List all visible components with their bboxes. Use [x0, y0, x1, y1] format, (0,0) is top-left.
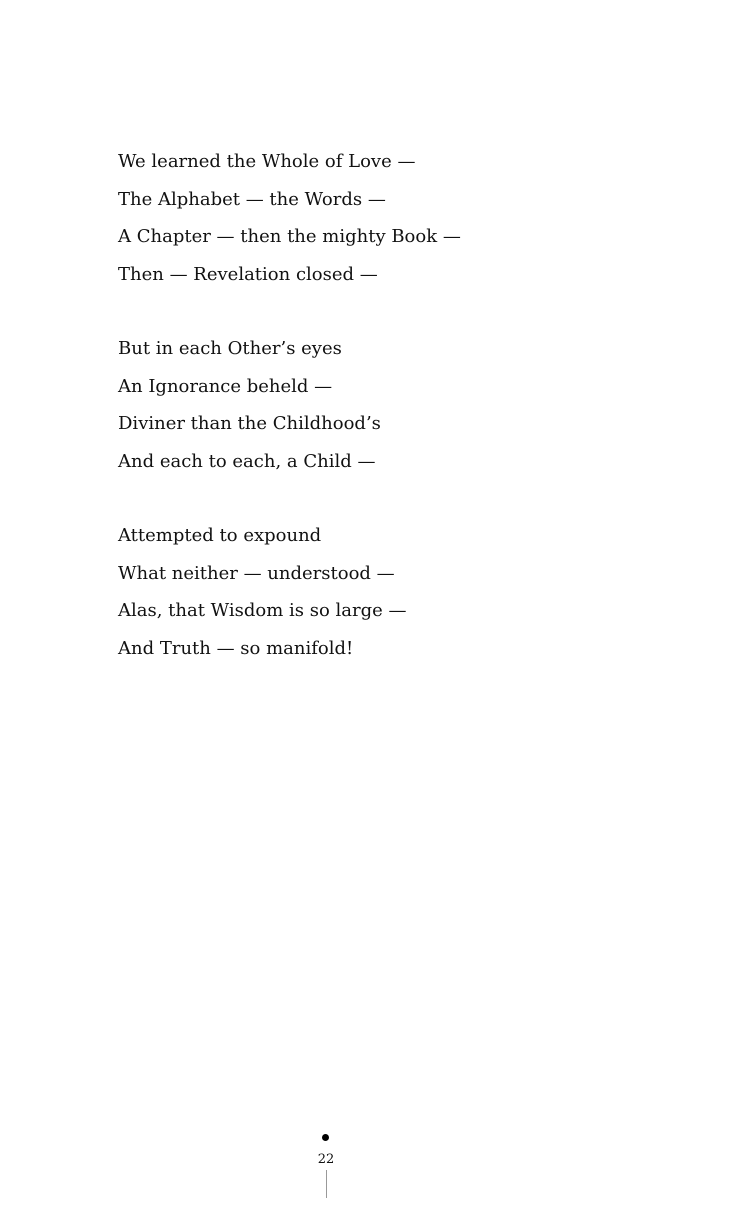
stanza-1	[118, 143, 638, 293]
stanza-3	[118, 517, 638, 667]
bullet-dot-icon	[322, 1134, 329, 1141]
poem-line: But in each Other’s eyes	[118, 338, 342, 359]
poem-line: A Chapter — then the mighty Book —	[118, 226, 461, 247]
poem-line: An Ignorance beheld —	[118, 375, 333, 397]
poem-line: And Truth — so manifold!	[118, 637, 354, 659]
vertical-rule	[326, 1170, 327, 1198]
poem-line: The Alphabet — the Words —	[118, 188, 386, 210]
poem-body	[118, 143, 638, 704]
poem-line: Alas, that Wisdom is so large —	[118, 600, 407, 621]
poem-line: What neither — understood —	[118, 562, 395, 584]
page-number: 22	[317, 1152, 335, 1167]
poem-line: Attempted to expound	[118, 525, 322, 546]
poem-line: Diviner than the Childhood’s	[118, 413, 381, 434]
poem-line: And each to each, a Child —	[118, 450, 376, 472]
poem-line: We learned the Whole of Love —	[118, 151, 416, 172]
page-footer	[300, 1130, 352, 1200]
poem-line: Then — Revelation closed —	[118, 263, 378, 285]
stanza-2	[118, 330, 638, 480]
